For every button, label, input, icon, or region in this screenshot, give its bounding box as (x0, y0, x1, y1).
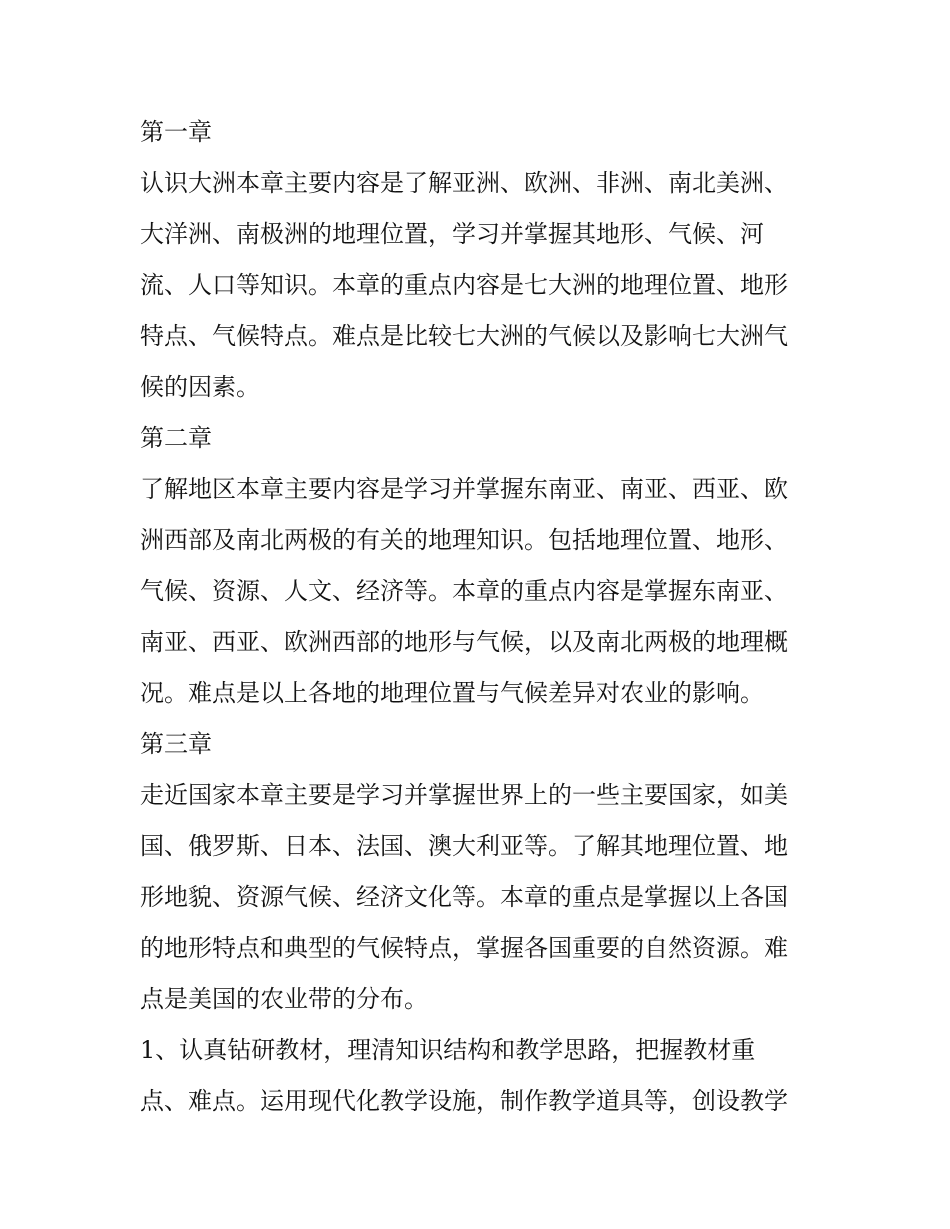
paragraph-line: 特点、气候特点。难点是比较七大洲的气候以及影响七大洲气 (140, 322, 788, 350)
paragraph-line: 形地貌、资源气候、经济文化等。本章的重点是掌握以上各国 (140, 883, 788, 911)
numbered-item-line: 点、难点。运用现代化教学设施，制作教学道具等，创设教学 (140, 1087, 788, 1115)
paragraph-line: 洲西部及南北两极的有关的地理知识。包括地理位置、地形、 (140, 526, 788, 554)
paragraph-line: 南亚、西亚、欧洲西部的地形与气候，以及南北两极的地理概 (140, 628, 788, 656)
document-body (140, 107, 820, 1127)
numbered-item-line: 1、认真钻研教材，理清知识结构和教学思路，把握教材重 (140, 1036, 756, 1064)
paragraph-line: 况。难点是以上各地的地理位置与气候差异对农业的影响。 (140, 679, 764, 707)
paragraph-line: 的地形特点和典型的气候特点，掌握各国重要的自然资源。难 (140, 934, 788, 962)
paragraph-line: 国、俄罗斯、日本、法国、澳大利亚等。了解其地理位置、地 (140, 832, 788, 860)
paragraph-line: 大洋洲、南极洲的地理位置，学习并掌握其地形、气候、河 (140, 220, 764, 248)
chapter-1-heading: 第一章 (140, 118, 212, 146)
chapter-2-heading: 第二章 (140, 424, 212, 452)
paragraph-line: 走近国家本章主要是学习并掌握世界上的一些主要国家，如美 (140, 781, 788, 809)
paragraph-line: 气候、资源、人文、经济等。本章的重点内容是掌握东南亚、 (140, 577, 788, 605)
paragraph-line: 流、人口等知识。本章的重点内容是七大洲的地理位置、地形 (140, 271, 788, 299)
paragraph-line: 点是美国的农业带的分布。 (140, 985, 428, 1013)
paragraph-line: 候的因素。 (140, 373, 260, 401)
chapter-3-heading: 第三章 (140, 730, 212, 758)
paragraph-line: 了解地区本章主要内容是学习并掌握东南亚、南亚、西亚、欧 (140, 475, 788, 503)
paragraph-line: 认识大洲本章主要内容是了解亚洲、欧洲、非洲、南北美洲、 (140, 169, 788, 197)
